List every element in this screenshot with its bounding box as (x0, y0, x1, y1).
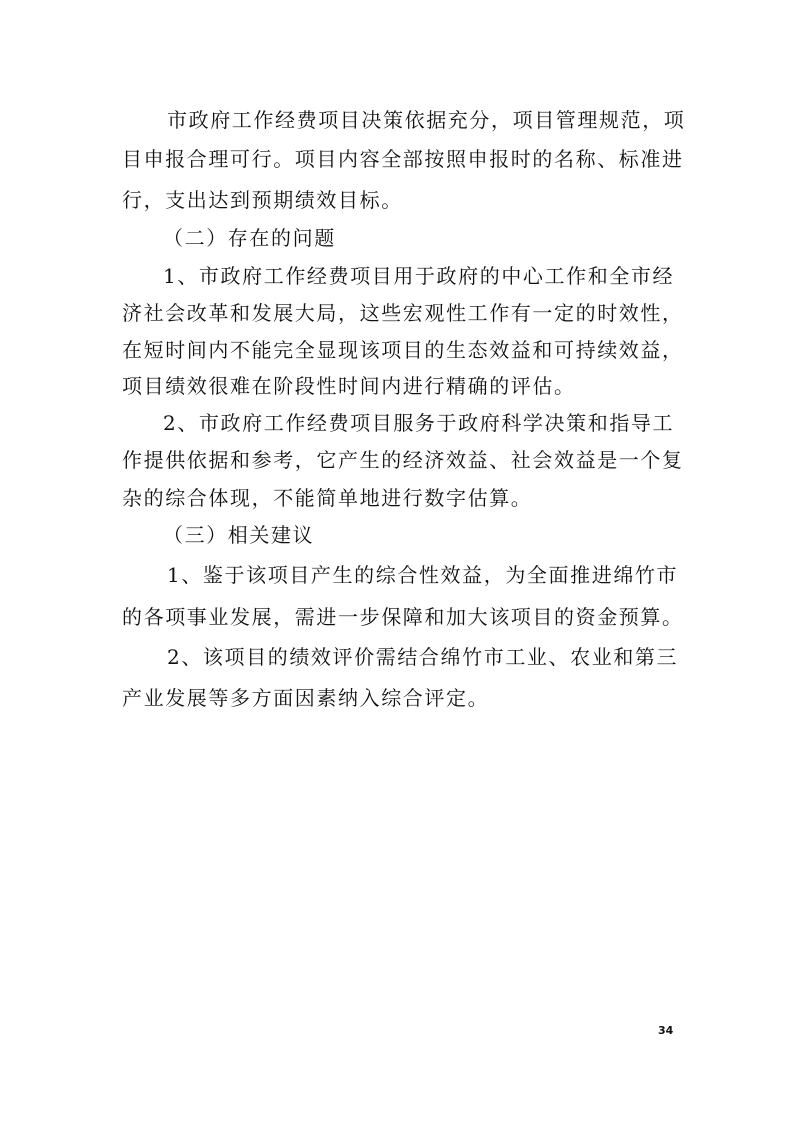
paragraph-line: 作提供依据和参考，它产生的经济效益、社会效益是一个复 (122, 448, 684, 472)
paragraph-line: 的各项事业发展，需进一步保障和加大该项目的资金预算。 (122, 605, 684, 629)
paragraph-line: 目申报合理可行。项目内容全部按照申报时的名称、标准进 (122, 147, 684, 171)
paragraph-line: 在短时间内不能完全显现该项目的生态效益和可持续效益， (122, 338, 684, 362)
paragraph-line: 杂的综合体现，不能简单地进行数字估算。 (122, 486, 533, 510)
paragraph-line: 行，支出达到预期绩效目标。 (122, 188, 403, 212)
paragraph-line: 市政府工作经费项目决策依据充分，项目管理规范，项 (167, 108, 686, 132)
paragraph-line: 1、市政府工作经费项目用于政府的中心工作和全市经 (163, 264, 675, 288)
section-heading: （三）相关建议 (163, 523, 315, 547)
page-number: 34 (658, 1024, 674, 1037)
paragraph-line: 济社会改革和发展大局，这些宏观性工作有一定的时效性， (122, 301, 684, 325)
paragraph-line: 1、鉴于该项目产生的综合性效益，为全面推进绵竹市 (167, 563, 679, 587)
paragraph-line: 2、该项目的绩效评价需结合绵竹市工业、农业和第三 (167, 645, 679, 669)
paragraph-line: 2、市政府工作经费项目服务于政府科学决策和指导工 (163, 411, 675, 435)
paragraph-line: 产业发展等多方面因素纳入综合评定。 (122, 686, 490, 710)
section-heading: （二）存在的问题 (163, 226, 336, 250)
paragraph-line: 项目绩效很难在阶段性时间内进行精确的评估。 (122, 374, 576, 398)
